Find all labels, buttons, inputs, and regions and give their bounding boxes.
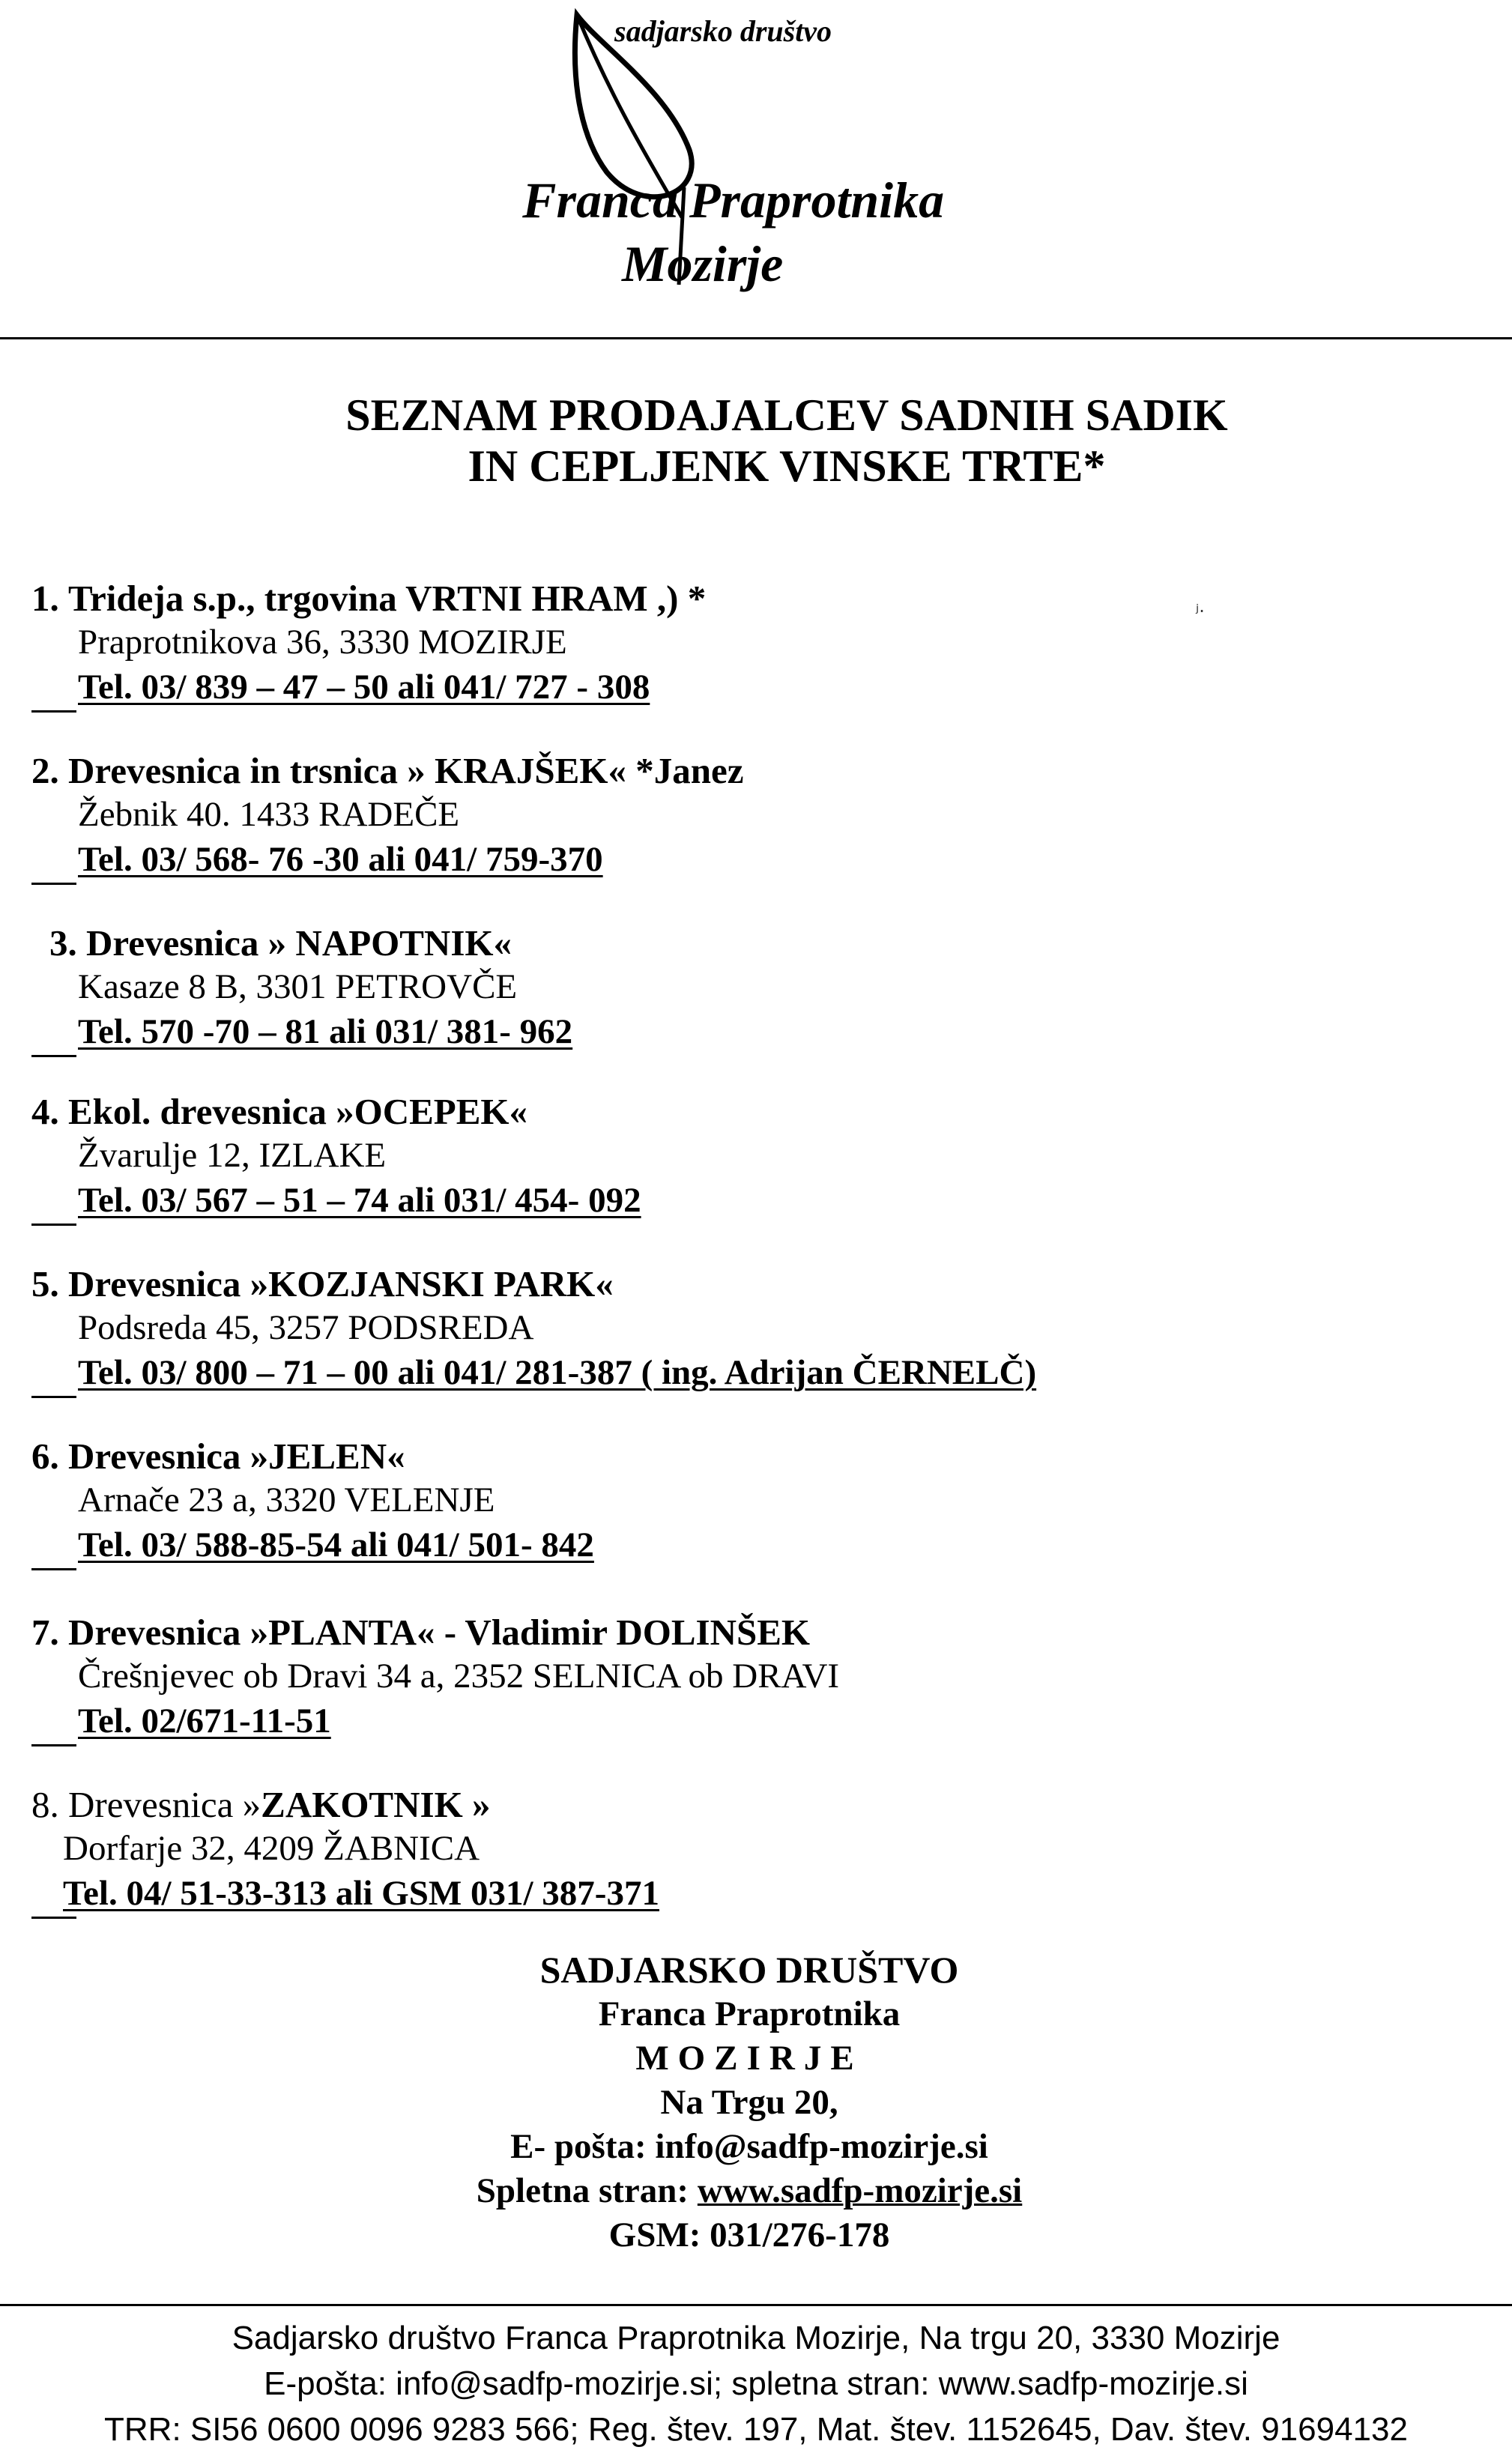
seller-number: 7. — [31, 1612, 59, 1653]
phone-underline — [31, 1396, 76, 1398]
seller-name-text: Trideja s.p., trgovina VRTNI HRAM ,) * — [68, 578, 707, 619]
phone-underline — [31, 1744, 76, 1746]
seller-name-text: Drevesnica » NAPOTNIK« — [86, 922, 512, 964]
phone-underline — [31, 1224, 76, 1226]
footer — [0, 2315, 1512, 2452]
seller-address: Črešnjevec ob Dravi 34 a, 2352 SELNICA ob DRAVI — [78, 1657, 840, 1696]
seller-number: 5. — [31, 1263, 59, 1304]
seller-phone: Tel. 03/ 588-85-54 ali 041/ 501- 842 — [78, 1525, 594, 1564]
footer-rule — [0, 2304, 1512, 2306]
footer-line-3: TRR: SI56 0600 0096 9283 566; Reg. štev. 197, Mat. štev. 1152645, Dav. štev. 91694132 — [104, 2411, 1408, 2448]
phone-underline — [31, 1917, 76, 1919]
sig-name: Franca Praprotnika — [598, 1994, 901, 2033]
seller-address: Arnače 23 a, 3320 VELENJE — [78, 1480, 495, 1519]
footer-line-1: Sadjarsko društvo Franca Praprotnika Mozirje, Na trgu 20, 3330 Mozirje — [232, 2320, 1280, 2356]
seller-name-text: Drevesnica in trsnica » KRAJŠEK« *Janez — [68, 750, 744, 791]
stray-mark: ʲ· — [1196, 601, 1205, 622]
seller-name — [31, 1090, 527, 1133]
seller-number: 4. — [31, 1091, 59, 1132]
seller-address: Dorfarje 32, 4209 ŽABNICA — [63, 1829, 480, 1868]
sig-web-label: Spletna stran: — [476, 2171, 698, 2210]
seller-phone: Tel. 570 -70 – 81 ali 031/ 381- 962 — [78, 1012, 573, 1051]
seller-name — [31, 749, 743, 792]
logo-top-text: sadjarsko društvo — [614, 14, 832, 48]
seller-address: Žebnik 40. 1433 RADEČE — [78, 795, 460, 834]
sig-street: Na Trgu 20, — [660, 2083, 838, 2122]
seller-number: 6. — [31, 1436, 59, 1477]
seller-phone: Tel. 03/ 567 – 51 – 74 ali 031/ 454- 092 — [78, 1181, 641, 1220]
sig-email[interactable]: info@sadfp-mozirje.si — [655, 2127, 988, 2166]
seller-address: Kasaze 8 B, 3301 PETROVČE — [78, 967, 518, 1006]
seller-name — [31, 1611, 810, 1654]
seller-phone: Tel. 04/ 51-33-313 ali GSM 031/ 387-371 — [63, 1874, 659, 1913]
sig-org: SADJARSKO DRUŠTVO — [539, 1949, 959, 1991]
seller-name — [49, 922, 512, 964]
seller-phone: Tel. 02/671-11-51 — [78, 1702, 331, 1740]
phone-underline — [31, 1055, 76, 1057]
seller-name-bold: ZAKOTNIK » — [261, 1784, 491, 1825]
seller-number: 8. — [31, 1784, 59, 1825]
seller-name-text: Ekol. drevesnica »OCEPEK« — [68, 1091, 528, 1132]
signature-block — [375, 1948, 1124, 2257]
document-title — [300, 390, 1274, 492]
sig-email-line — [375, 2125, 1124, 2169]
seller-name-text: Drevesnica »KOZJANSKI PARK« — [68, 1263, 614, 1304]
seller-phone: Tel. 03/ 568- 76 -30 ali 041/ 759-370 — [78, 840, 603, 879]
footer-line-2: E-pošta: info@sadfp-mozirje.si; spletna stran: www.sadfp-mozirje.si — [264, 2365, 1248, 2402]
seller-name — [31, 1435, 405, 1477]
seller-address: Podsreda 45, 3257 PODSREDA — [78, 1308, 534, 1347]
seller-number: 1. — [31, 578, 59, 619]
seller-name-text: Drevesnica » — [68, 1784, 261, 1825]
seller-name — [31, 1262, 614, 1305]
logo-line1-left: Franca — [522, 172, 678, 229]
seller-name-text: Drevesnica »PLANTA« - Vladimir DOLINŠEK — [68, 1612, 811, 1653]
society-logo — [522, 0, 1019, 315]
title-line-2: IN CEPLJENK VINSKE TRTE* — [468, 441, 1106, 491]
seller-address: Praprotnikova 36, 3330 MOZIRJE — [78, 623, 567, 662]
sig-gsm: GSM: 031/276-178 — [608, 2216, 890, 2254]
seller-name — [31, 1783, 490, 1826]
seller-name-text: Drevesnica »JELEN« — [68, 1436, 405, 1477]
phone-underline — [31, 710, 76, 713]
sig-web-link[interactable]: www.sadfp-mozirje.si — [697, 2171, 1023, 2210]
sig-web-line — [375, 2169, 1124, 2213]
sig-email-label: E- pošta: — [510, 2127, 656, 2166]
header-rule — [0, 337, 1512, 339]
logo-line2: Mozirje — [622, 235, 784, 292]
seller-phone: Tel. 03/ 800 – 71 – 00 ali 041/ 281-387 ( ing. Adrijan ČERNELČ) — [78, 1353, 1037, 1392]
seller-phone: Tel. 03/ 839 – 47 – 50 ali 041/ 727 - 308 — [78, 668, 650, 707]
sig-town: MOZIRJE — [635, 2039, 863, 2078]
seller-address: Žvarulje 12, IZLAKE — [78, 1136, 387, 1175]
seller-number: 2. — [31, 750, 59, 791]
phone-underline — [31, 883, 76, 885]
seller-name — [31, 577, 706, 620]
logo-line1-right: Praprotnika — [689, 172, 945, 229]
title-line-1: SEZNAM PRODAJALCEV SADNIH SADIK — [345, 390, 1228, 440]
phone-underline — [31, 1568, 76, 1570]
seller-number: 3. — [49, 922, 77, 964]
